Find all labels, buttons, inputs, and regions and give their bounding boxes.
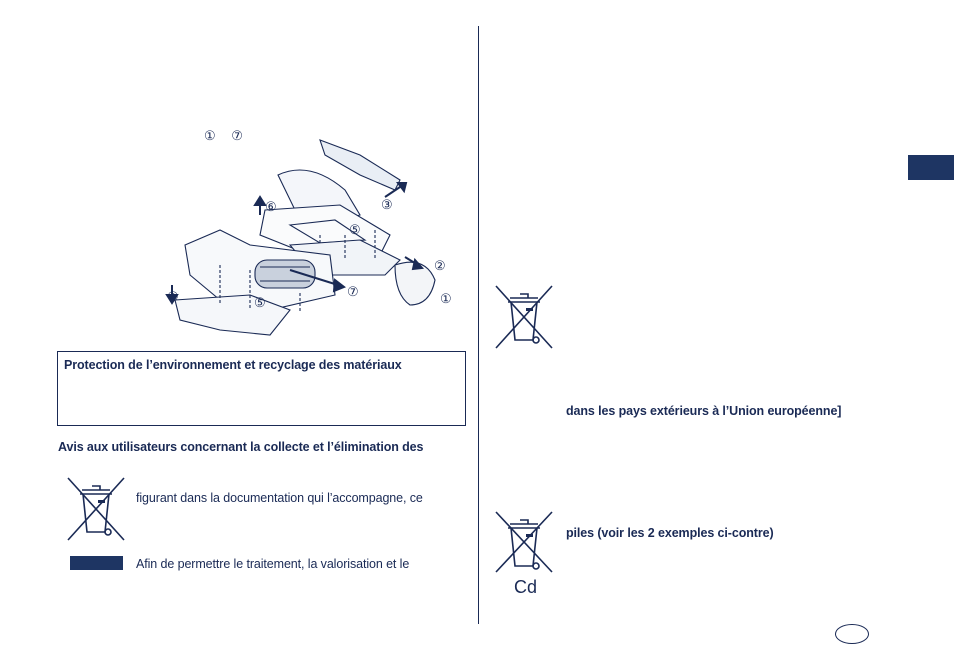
callout-3: ③ <box>381 197 393 212</box>
bin-description-text: figurant dans la documentation qui l’accompagne, ce <box>136 491 423 505</box>
callout-5-upper: ⑤ <box>349 222 361 237</box>
navy-bar-marker <box>70 556 123 570</box>
callout-6: ⑥ <box>265 199 277 214</box>
eu-heading: dans les pays extérieurs à l’Union européenne] <box>566 404 842 418</box>
cd-label: Cd <box>514 577 538 597</box>
callout-1: ① <box>440 291 452 306</box>
environment-box-title: Protection de l’environnement et recyclage des matériaux <box>64 358 402 372</box>
callout-7: ⑦ <box>347 284 359 299</box>
crossed-bin-icon <box>492 284 556 352</box>
crossed-bin-icon <box>64 476 128 544</box>
callout-2: ② <box>434 258 446 273</box>
step-to: ⑦ <box>231 128 243 143</box>
crossed-bin-cd-icon <box>492 510 556 574</box>
treatment-text: Afin de permettre le traitement, la valorisation et le <box>136 557 410 571</box>
callout-4: ④ <box>167 289 179 304</box>
battery-heading: piles (voir les 2 exemples ci-contre) <box>566 526 774 540</box>
page-number-oval <box>835 624 869 644</box>
notice-heading: Avis aux utilisateurs concernant la collecte et l’élimination des <box>58 440 424 454</box>
column-divider <box>478 26 479 624</box>
callout-5-lower: ⑤ <box>254 295 266 310</box>
step-from: ① <box>204 128 216 143</box>
shaver-disassembly-illustration <box>160 135 460 345</box>
language-tab <box>908 155 954 180</box>
